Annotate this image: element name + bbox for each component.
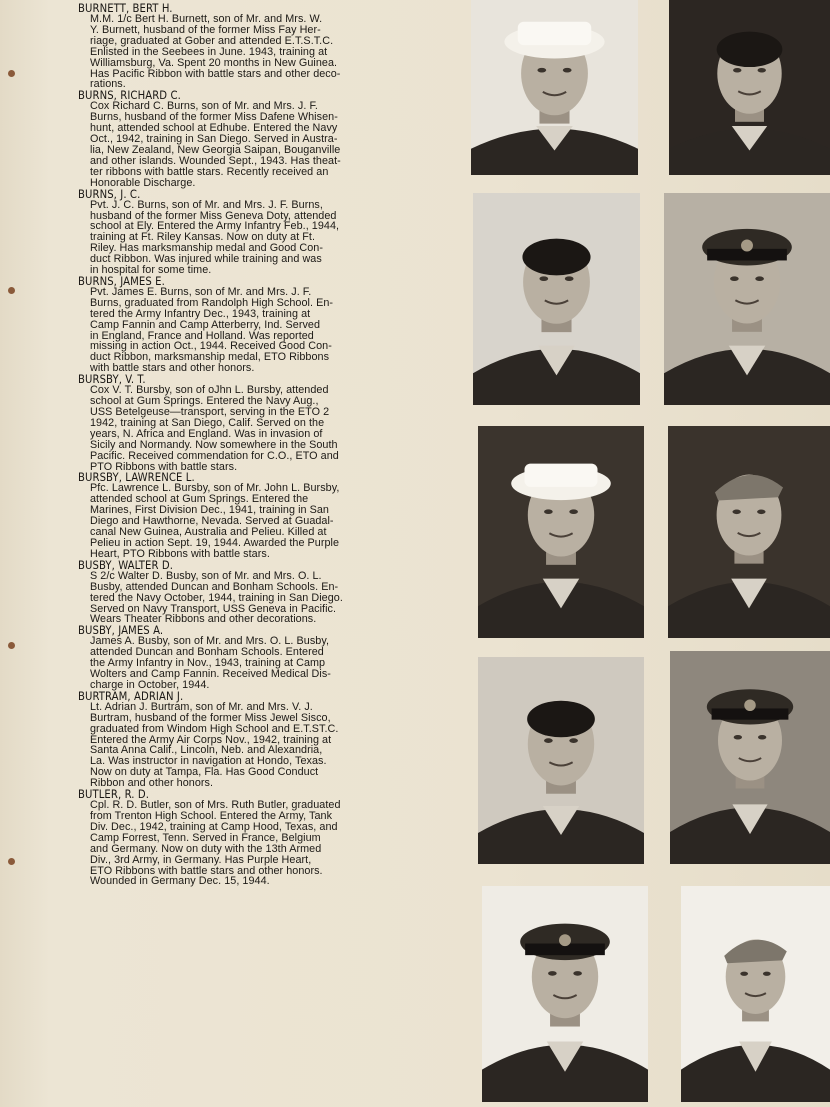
entry-body (90, 702, 462, 789)
entry-line: charge in October, 1944. (90, 678, 210, 691)
portrait-photo (670, 651, 830, 864)
biography-entry (78, 560, 462, 626)
entry-line: Santa Anna Calif., Lincoln, Neb. and Alexandria, (90, 744, 323, 757)
entry-name: BURNS, J. C. (78, 187, 141, 201)
entry-line: attended school at Gum Springs. Entered the (90, 493, 309, 506)
entry-line: Pacific. Received commendation for C.O., ETO and (90, 449, 339, 462)
portrait-photo-image (664, 193, 830, 405)
entry-line: years, N. Africa and England. Was in invasion of (90, 427, 323, 440)
entry-line: with battle stars and other honors. (90, 362, 255, 375)
entry-line: in England, France and Holland. Was reported (90, 329, 314, 342)
entry-line: missing in action Oct., 1944. Received Good Con- (90, 340, 332, 353)
binder-hole (8, 70, 15, 77)
biography-entry (78, 789, 462, 887)
entry-line: 1942, training at San Diego, Calif. Served on the (90, 416, 325, 429)
entry-body (90, 800, 462, 887)
entry-line: Heart, PTO Ribbons with battle stars. (90, 547, 270, 560)
entry-line: Lt. Adrian J. Burtram, son of Mr. and Mrs. V. J. (90, 700, 313, 713)
portrait-photo-image (668, 426, 830, 638)
entry-body (90, 571, 462, 626)
entry-line: in hospital for some time. (90, 264, 212, 277)
portrait-photo (478, 657, 644, 864)
entry-line: Wolters and Camp Fannin. Received Medical Dis- (90, 668, 331, 681)
entry-line: rations. (90, 78, 126, 91)
entry-line: Entered the Army Air Corps Nov., 1942, training at (90, 733, 332, 746)
entry-line: hunt, attended school at Edhube. Entered the Navy (90, 122, 338, 135)
entry-body (90, 101, 462, 188)
entry-line: riage, graduated at Gober and attended E.T.S.T.C. (90, 34, 334, 47)
biography-column (78, 3, 462, 887)
portrait-photo (478, 426, 644, 638)
entry-line: Div. Dec., 1942, training at Camp Hood, Texas, and (90, 820, 338, 833)
portrait-photo-image (482, 886, 648, 1102)
entry-name: BUSBY, JAMES A. (78, 624, 164, 638)
entry-line: Wears Theater Ribbons and other decorations. (90, 613, 317, 626)
binder-hole (8, 287, 15, 294)
entry-line: ETO Ribbons with battle stars and other honors. (90, 864, 323, 877)
biography-entry (78, 691, 462, 789)
entry-line: and other islands. Wounded Sept., 1943. Has theat- (90, 154, 341, 167)
entry-line: tered the Navy October, 1944, training in San Diego. (90, 591, 343, 604)
portrait-photo (482, 886, 648, 1102)
entry-name: BUSBY, WALTER D. (78, 558, 174, 572)
binder-hole (8, 858, 15, 865)
entry-line: Div., 3rd Army, in Germany. Has Purple Heart, (90, 853, 312, 866)
biography-entry (78, 374, 462, 472)
entry-line: Diego and Hawthorne, Nevada. Served at Guadal- (90, 515, 334, 528)
entry-line: training at Ft. Riley Kansas. Now on duty at Ft. (90, 231, 316, 244)
biography-entry (78, 472, 462, 559)
entry-line: school at Gum Springs. Entered the Navy Aug., (90, 395, 319, 408)
portrait-photo-image (669, 0, 830, 175)
entry-body (90, 14, 462, 90)
entry-line: James A. Busby, son of Mr. and Mrs. O. L. Busby, (90, 635, 330, 648)
biography-entry (78, 3, 462, 90)
entry-line: husband of the former Miss Geneva Doty, attended (90, 209, 337, 222)
entry-line: duct Ribbon. Was injured while training and was (90, 253, 322, 266)
portrait-photo (668, 426, 830, 638)
biography-entry (78, 625, 462, 691)
entry-line: duct Ribbon, marksmanship medal, ETO Ribbons (90, 351, 330, 364)
entry-line: Oct., 1942, training in San Diego. Served in Austra- (90, 133, 338, 146)
entry-line: canal New Guinea, Australia and Pelieu. Killed at (90, 526, 327, 539)
entry-body (90, 636, 462, 691)
entry-body (90, 483, 462, 559)
portrait-photo (664, 193, 830, 405)
entry-line: Honorable Discharge. (90, 176, 196, 189)
entry-line: tered the Army Infantry Dec., 1943, training at (90, 307, 311, 320)
entry-body (90, 287, 462, 374)
entry-line: Cpl. R. D. Butler, son of Mrs. Ruth Butler, graduated (90, 799, 341, 812)
entry-line: M.M. 1/c Bert H. Burnett, son of Mr. and Mrs. W. (90, 13, 323, 25)
entry-line: Burns, graduated from Randolph High School. En- (90, 296, 334, 309)
binder-hole (8, 642, 15, 649)
entry-line: Cox V. T. Bursby, son of oJhn L. Bursby, attended (90, 384, 329, 397)
entry-line: from Trenton High School. Entered the Army, Tank (90, 810, 333, 822)
portrait-photo (473, 193, 640, 405)
portrait-photo-image (473, 193, 640, 405)
entry-line: Busby, attended Duncan and Bonham Schools. En- (90, 580, 339, 593)
entry-name: BURTRAM, ADRIAN J. (78, 689, 184, 703)
portrait-photo (669, 0, 830, 175)
entry-line: Cox Richard C. Burns, son of Mr. and Mrs. J. F. (90, 100, 318, 113)
entry-name: BURNS, RICHARD C. (78, 89, 181, 103)
portrait-photo-image (478, 657, 644, 864)
portrait-photo (471, 0, 638, 175)
entry-line: graduated from Windom High School and E.T.ST.C. (90, 722, 339, 735)
entry-line: Pvt. J. C. Burns, son of Mr. and Mrs. J. F. Burns, (90, 198, 323, 211)
entry-name: BUTLER, R. D. (78, 788, 149, 802)
entry-line: Ribbon and other honors. (90, 777, 214, 790)
entry-line: S 2/c Walter D. Busby, son of Mr. and Mrs. O. L. (90, 569, 322, 582)
entry-line: ter ribbons with battle stars. Recently received an (90, 165, 329, 178)
entry-line: Riley. Has marksmanship medal and Good Con- (90, 242, 323, 255)
entry-line: Pvt. James E. Burns, son of Mr. and Mrs. J. F. (90, 285, 312, 298)
entry-line: Now on duty at Tampa, Fla. Has Good Conduct (90, 766, 319, 779)
entry-line: Burtram, husband of the former Miss Jewel Sisco, (90, 711, 331, 724)
entry-line: Burns, husband of the former Miss Dafene Whisen- (90, 111, 338, 124)
portrait-photo-image (670, 651, 830, 864)
entry-line: PTO Ribbons with battle stars. (90, 460, 238, 473)
biography-entry (78, 90, 462, 188)
entry-name: BURSBY, V. T. (78, 373, 146, 387)
portrait-photo (681, 886, 830, 1102)
entry-line: Served on Navy Transport, USS Geneva in Pacific. (90, 602, 337, 615)
entry-name: BURNS, JAMES E. (78, 274, 165, 288)
entry-line: Y. Burnett, husband of the former Miss Fay Her- (90, 23, 321, 36)
biography-entry (78, 276, 462, 374)
entry-name: BURSBY, LAWRENCE L. (78, 471, 195, 485)
entry-line: Pfc. Lawrence L. Bursby, son of Mr. John L. Bursby, (90, 482, 340, 495)
entry-line: Camp Forrest, Tenn. Served in France, Belgium (90, 831, 321, 844)
entry-line: Sicily and Normandy. Now somewhere in the South (90, 438, 338, 451)
biography-entry (78, 189, 462, 276)
portrait-photo-image (478, 426, 644, 638)
entry-line: the Army Infantry in Nov., 1943, training at Camp (90, 657, 326, 670)
entry-line: USS Betelgeuse—transport, serving in the ETO 2 (90, 406, 330, 418)
entry-line: Pelieu in action Sept. 19, 1944. Awarded the Purple (90, 536, 340, 549)
entry-line: and Germany. Now on duty with the 13th Armed (90, 842, 322, 855)
entry-line: Wounded in Germany Dec. 15, 1944. (90, 875, 270, 888)
portrait-photo-image (471, 0, 638, 175)
entry-line: attended Duncan and Bonham Schools. Entered (90, 646, 324, 659)
entry-line: Williamsburg, Va. Spent 20 months in New Guinea. (90, 56, 338, 69)
entry-line: lia, New Zealand, New Georgia Saipan, Bouganville (90, 143, 341, 156)
portrait-photo-image (681, 886, 830, 1102)
entry-name: BURNETT, BERT H. (78, 2, 173, 15)
entry-line: Has Pacific Ribbon with battle stars and other deco- (90, 67, 341, 80)
entry-body (90, 200, 462, 276)
entry-line: Enlisted in the Seebees in June. 1943, training at (90, 45, 328, 58)
entry-line: Camp Fannin and Camp Atterberry, Ind. Served (90, 318, 321, 331)
entry-line: school at Ely. Entered the Army Infantry Feb., 1944, (90, 220, 340, 233)
entry-line: Marines, First Division Dec., 1941, training in San (90, 504, 329, 517)
entry-body (90, 385, 462, 472)
entry-line: La. Was instructor in navigation at Hondo, Texas. (90, 755, 327, 768)
